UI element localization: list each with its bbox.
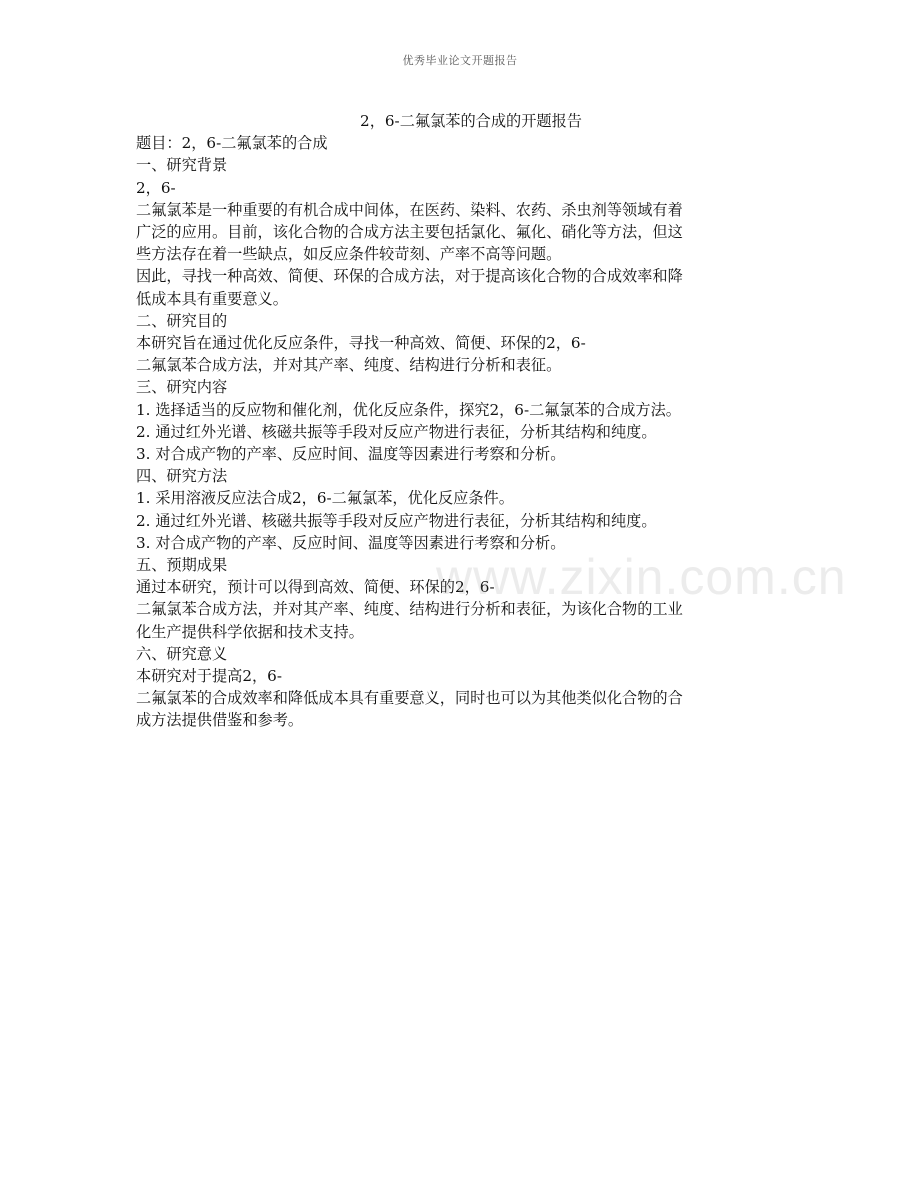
paragraph-line: 二氟氯苯是一种重要的有机合成中间体，在医药、染料、农药、杀虫剂等领域有着 bbox=[136, 200, 683, 219]
list-item: 2. 通过红外光谱、核磁共振等手段对反应产物进行表征，分析其结构和纯度。 bbox=[136, 422, 657, 441]
list-item: 3. 对合成产物的产率、反应时间、温度等因素进行考察和分析。 bbox=[136, 445, 566, 464]
paragraph-line: 2，6- bbox=[136, 178, 176, 197]
document-title: 2，6-二氟氯苯的合成的开题报告 bbox=[360, 112, 582, 130]
list-item: 2. 通过红外光谱、核磁共振等手段对反应产物进行表征，分析其结构和纯度。 bbox=[136, 511, 657, 530]
paragraph-line: 二氟氯苯合成方法，并对其产率、纯度、结构进行分析和表征，为该化合物的工业 bbox=[136, 600, 683, 619]
paragraph-line: 些方法存在着一些缺点，如反应条件较苛刻、产率不高等问题。 bbox=[136, 245, 562, 264]
paragraph-line: 广泛的应用。目前，该化合物的合成方法主要包括氯化、氟化、硝化等方法，但这 bbox=[136, 223, 683, 242]
document-body bbox=[136, 110, 786, 732]
page-header: 优秀毕业论文开题报告 bbox=[402, 54, 518, 67]
list-item: 1. 选择适当的反应物和催化剂，优化反应条件，探究2，6-二氟氯苯的合成方法。 bbox=[136, 400, 681, 419]
section-heading-outcomes: 五、预期成果 bbox=[136, 556, 228, 575]
section-heading-purpose: 二、研究目的 bbox=[136, 311, 228, 330]
topic-line: 题目：2，6-二氟氯苯的合成 bbox=[136, 134, 328, 153]
paragraph-line: 因此，寻找一种高效、简便、环保的合成方法，对于提高该化合物的合成效率和降 bbox=[136, 267, 683, 286]
paragraph-line: 本研究对于提高2，6- bbox=[136, 667, 282, 686]
paragraph-line: 低成本具有重要意义。 bbox=[136, 289, 288, 308]
section-heading-significance: 六、研究意义 bbox=[136, 644, 228, 663]
paragraph-line: 化生产提供科学依据和技术支持。 bbox=[136, 622, 364, 641]
list-item: 1. 采用溶液反应法合成2，6-二氟氯苯，优化反应条件。 bbox=[136, 489, 514, 508]
section-heading-background: 一、研究背景 bbox=[136, 156, 228, 175]
section-heading-methods: 四、研究方法 bbox=[136, 467, 228, 486]
paragraph-line: 二氟氯苯合成方法，并对其产率、纯度、结构进行分析和表征。 bbox=[136, 356, 562, 375]
paragraph-line: 成方法提供借鉴和参考。 bbox=[136, 711, 304, 730]
watermark: www.zixin.com.cn bbox=[436, 549, 847, 605]
section-heading-content: 三、研究内容 bbox=[136, 378, 228, 397]
paragraph-line: 通过本研究，预计可以得到高效、简便、环保的2，6- bbox=[136, 578, 495, 597]
paragraph-line: 二氟氯苯的合成效率和降低成本具有重要意义，同时也可以为其他类似化合物的合 bbox=[136, 689, 683, 708]
list-item: 3. 对合成产物的产率、反应时间、温度等因素进行考察和分析。 bbox=[136, 533, 566, 552]
paragraph-line: 本研究旨在通过优化反应条件，寻找一种高效、简便、环保的2，6- bbox=[136, 334, 586, 353]
